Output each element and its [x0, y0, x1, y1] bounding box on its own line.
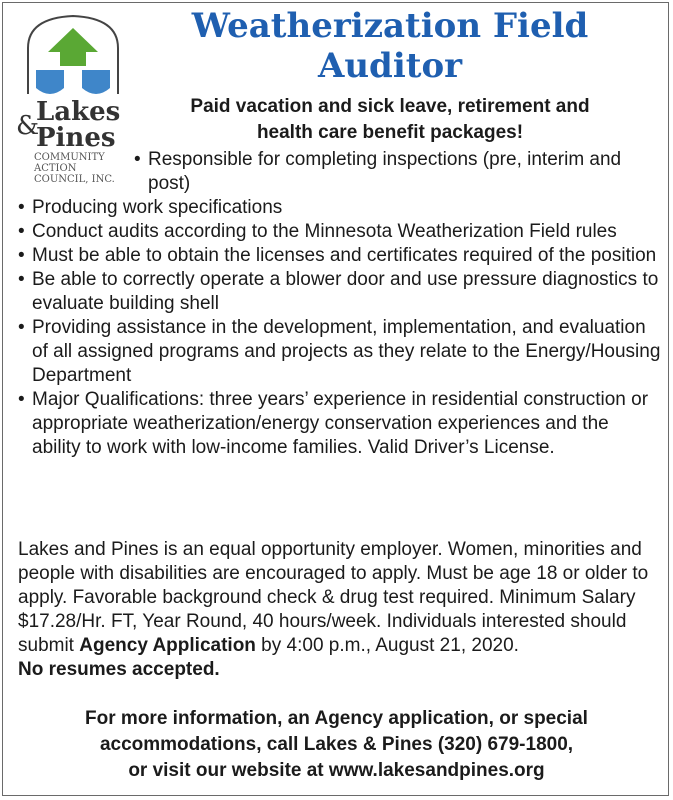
- responsibility-item: • Major Qualifications: three years’ experience in residential construction or appropriate weatherization/energy conservation experiences and the ability to work with low-income families. Valid Driver’s License.: [14, 388, 662, 460]
- responsibility-item: • Providing assistance in the development, implementation, and evaluation of all assigned programs and projects as they relate to the Energy/Housing Department: [14, 316, 662, 388]
- responsibility-item: • Responsible for completing inspections (pre, interim and post): [130, 148, 662, 196]
- logo-tagline-3: COUNCIL, INC.: [34, 174, 115, 185]
- responsibility-item: • Conduct audits according to the Minnesota Weatherization Field rules: [14, 220, 662, 244]
- logo-water-left: [36, 70, 64, 94]
- responsibility-item: • Producing work specifications: [14, 196, 662, 220]
- logo-water-right: [82, 70, 110, 94]
- contact-line1: For more information, an Agency application, or special: [85, 708, 588, 729]
- responsibilities-list: [14, 148, 662, 460]
- employer-statement: [18, 538, 666, 682]
- contact-line2: accommodations, call Lakes & Pines (320) 679-1800,: [99, 734, 574, 755]
- agency-application-text: Agency Application: [79, 635, 256, 656]
- benefits-line2: health care benefit packages!: [256, 122, 524, 143]
- logo-house-icon: [48, 28, 98, 66]
- deadline-text: by 4:00 p.m., August 21, 2020.: [255, 635, 519, 656]
- contact-line3: or visit our website at www.lakesandpines.org: [128, 760, 545, 781]
- job-title-line2: Auditor: [317, 46, 463, 86]
- logo-tagline-2: ACTION: [34, 163, 77, 174]
- contact-info: [20, 706, 653, 784]
- job-title-line1: Weatherization Field: [191, 6, 589, 46]
- responsibility-item: • Be able to correctly operate a blower door and use pressure diagnostics to evaluate building shell: [14, 268, 662, 316]
- logo-ampersand: &: [16, 111, 40, 141]
- employer-statement-main: Lakes and Pines is an equal opportunity employer. Women, minorities and people with disabilities are encouraged to apply. Must be age 18 or older to apply. Favorable background check & drug test required. Minimum Salary $17.28/Hr. FT, Year Round, 40 hours/week. Individuals interested should submit: [18, 539, 649, 656]
- responsibility-item: • Must be able to obtain the licenses and certificates required of the position: [14, 244, 662, 268]
- benefits-line1: Paid vacation and sick leave, retirement and: [190, 96, 590, 117]
- logo-tagline-1: COMMUNITY: [34, 152, 105, 163]
- no-resumes-text: No resumes accepted.: [18, 659, 220, 680]
- logo-lakes: Lakes: [36, 97, 121, 127]
- job-title: [150, 6, 630, 86]
- logo-pines: Pines: [36, 123, 116, 153]
- benefits-heading: [150, 94, 630, 146]
